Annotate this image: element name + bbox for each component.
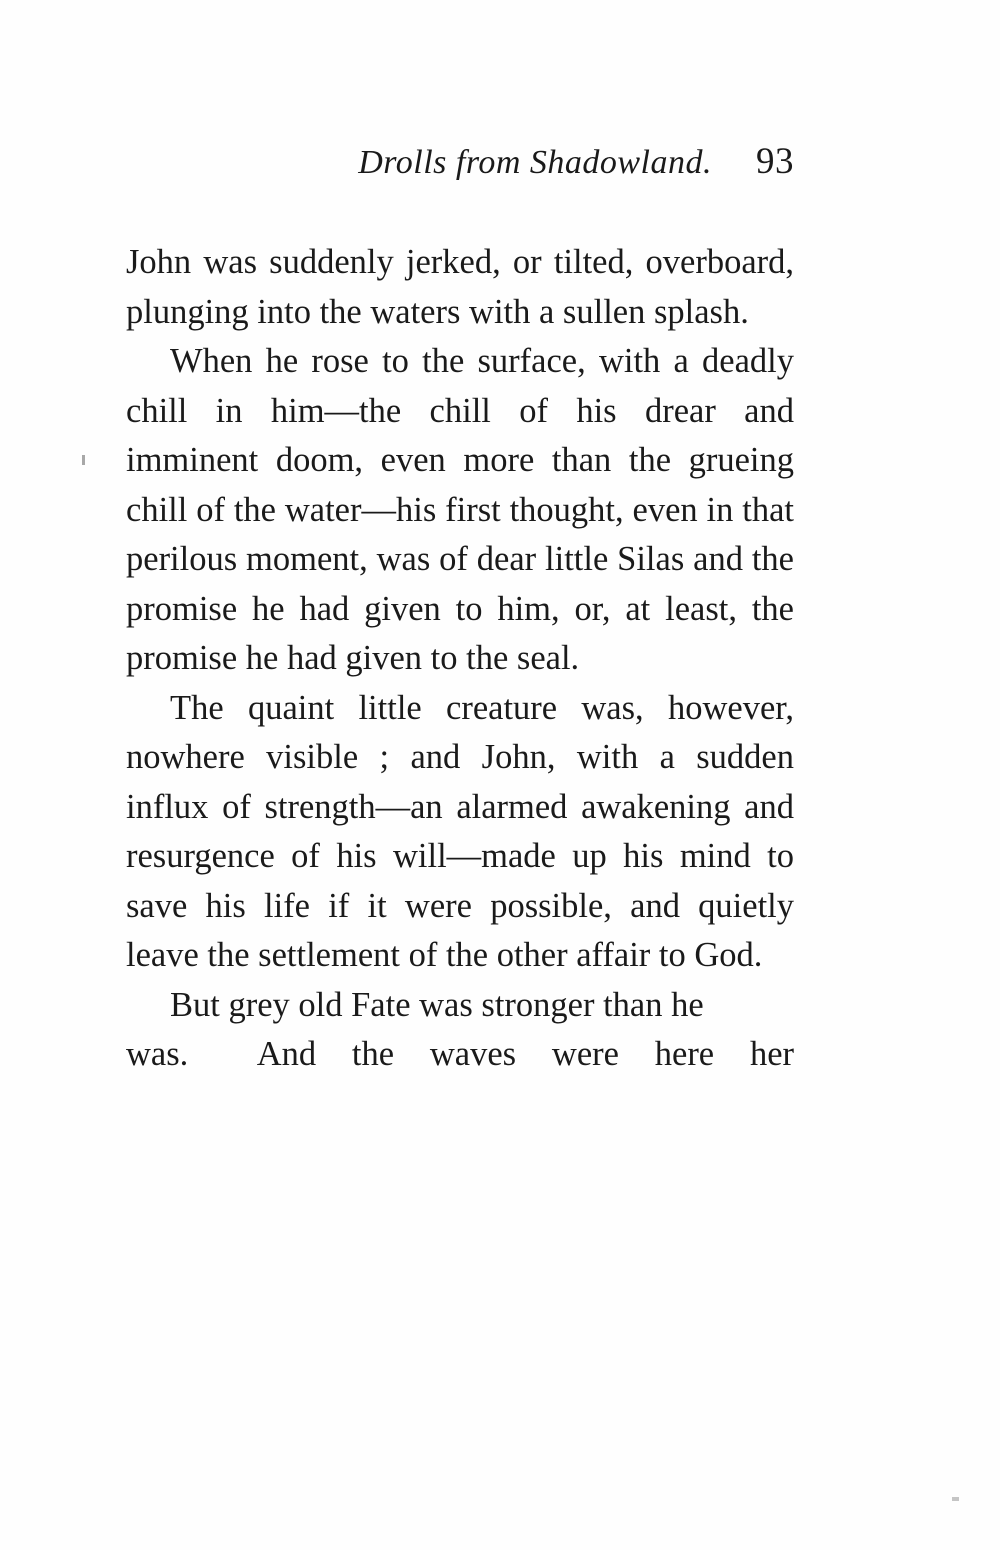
paragraph: The quaint little creature was, however, nowhere visible ; and John, with a sudden influx of strength—an alarmed awakening and resurgence of his will—made up his mind to save his life if it were possible, and quietly leave the settlement of the other affair to God. [126, 688, 794, 974]
page-speck-left [82, 455, 85, 465]
paragraph: When he rose to the surface, with a deadly chill in him—the chill of his drear and imminent doom, even more than the grueing chill of the water—his first thought, even in that perilous moment, was of dear little Silas and the promise he had given to him, or, at least, the promise he had given to the seal. [126, 342, 794, 677]
paragraph: But grey old Fate was stronger than he [170, 985, 704, 1024]
paragraph: John was suddenly jerked, or tilted, overboard, plunging into the waters with a sullen splash. [126, 243, 794, 331]
running-head [126, 140, 794, 183]
page-speck-right [952, 1497, 959, 1501]
running-head-title: Drolls from Shadowland. [358, 144, 712, 181]
page-number: 93 [756, 141, 794, 182]
paragraph-continuation-line: was. And the waves were here her [126, 1035, 794, 1073]
body-text [126, 238, 794, 1080]
